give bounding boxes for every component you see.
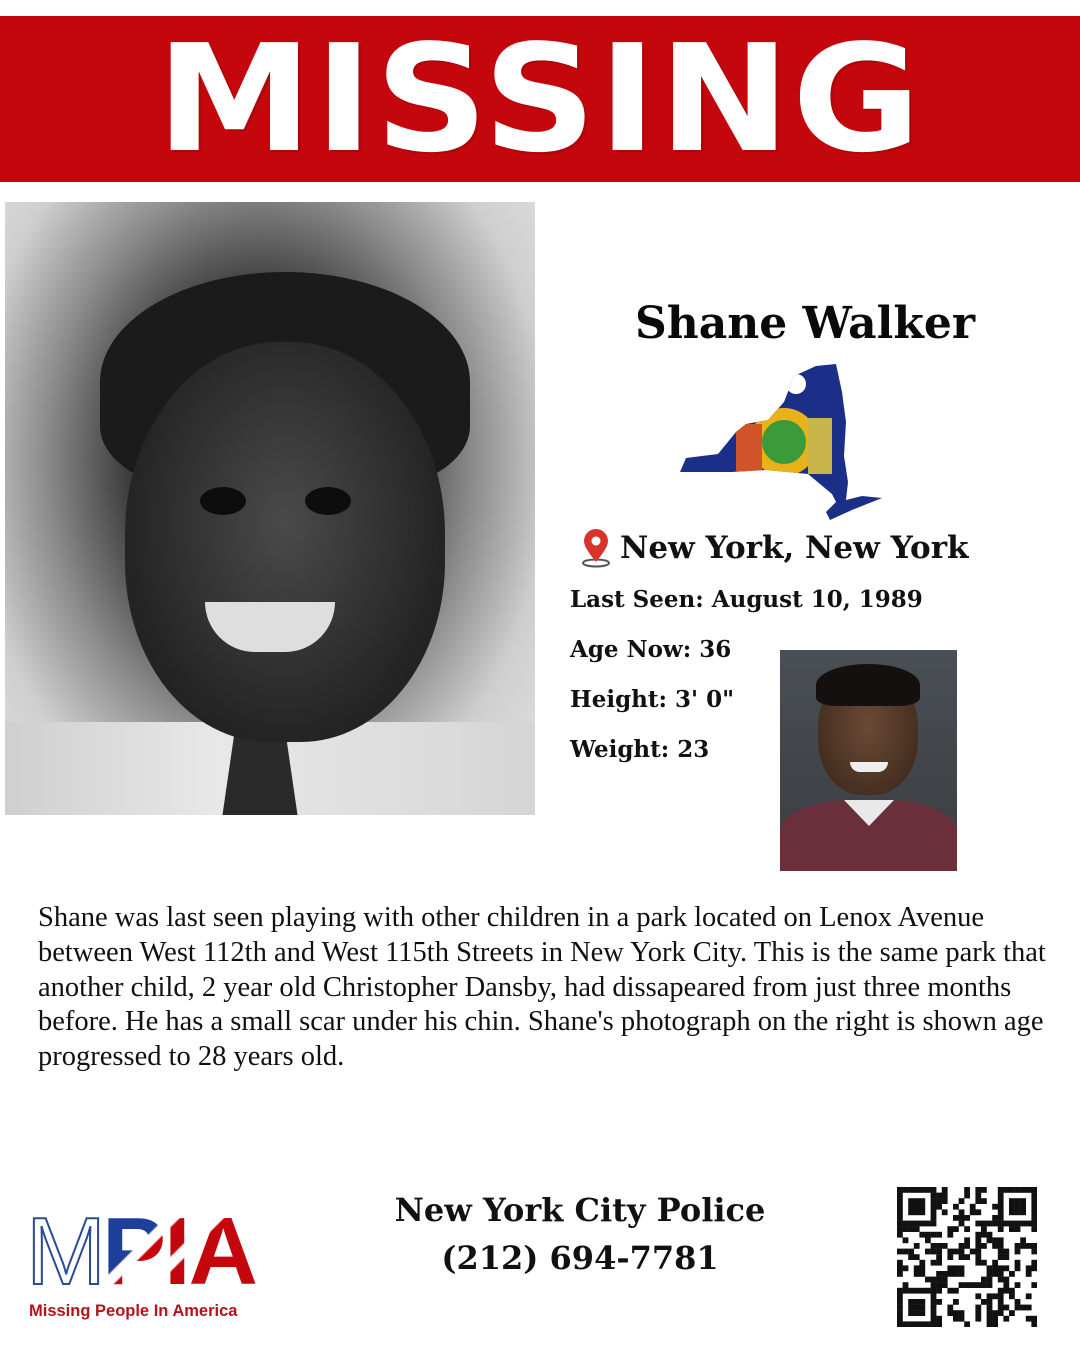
logo-m: M [26,1198,102,1305]
logo-pia: PIA [101,1198,256,1305]
contact-info [350,1186,810,1282]
case-description: Shane was last seen playing with other children in a park located on Lenox Avenue between West 112th and West 115th Streets in New York City. This is the same park that another child, 2 year old Christopher Dansby, had dissapeared from just three months before. He has a small scar under his chin. Shane's photograph on the right is shown age progressed to 28 years old. [38,902,1046,1073]
agency-name: New York City Police [394,1191,766,1229]
phone-number[interactable]: (212) 694-7781 [441,1239,719,1277]
banner-title: MISSING [156,13,924,185]
location [578,528,969,568]
qr-code-icon[interactable] [897,1187,1037,1327]
mpia-logo [26,1198,276,1326]
logo-caption: Missing People In America [29,1302,238,1320]
missing-banner [0,13,1080,185]
child-photo [5,202,535,815]
last-seen: Last Seen: August 10, 1989 [570,586,923,613]
weight: Weight: 23 [570,736,710,763]
person-name: Shane Walker [634,298,976,349]
age-progressed-photo [780,650,957,871]
height: Height: 3' 0" [570,686,735,713]
map-pin-icon [578,528,616,568]
new-york-state-map-icon [676,362,888,528]
age-now: Age Now: 36 [570,636,732,663]
location-text: New York, New York [620,530,969,566]
